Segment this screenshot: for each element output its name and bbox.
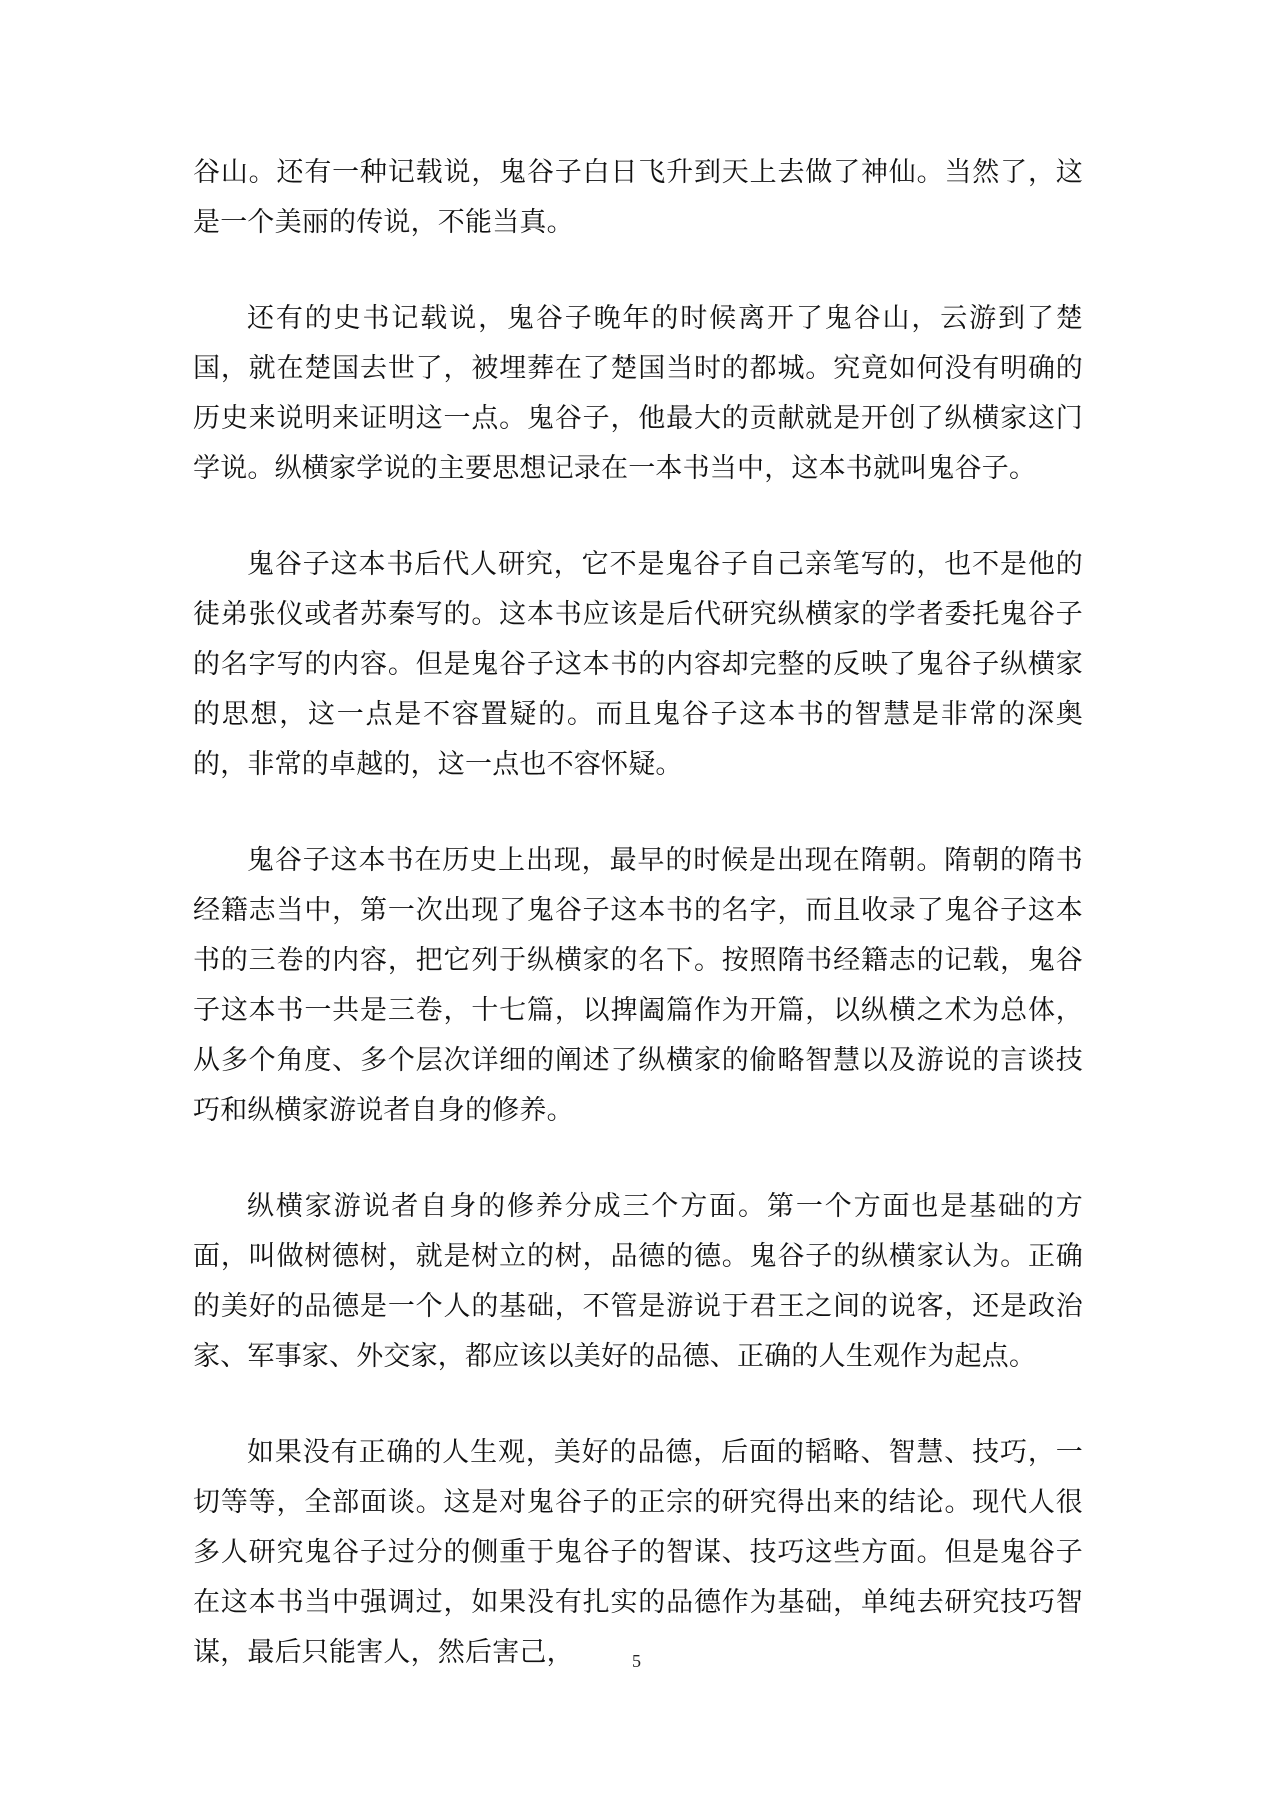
- paragraph-6: 如果没有正确的人生观，美好的品德，后面的韬略、智慧、技巧，一切等等，全部面谈。这是对鬼谷子的正宗的研究得出来的结论。现代人很多人研究鬼谷子过分的侧重于鬼谷子的智谋、技巧这些方面。但是鬼谷子在这本书当中强调过，如果没有扎实的品德作为基础，单纯去研究技巧智谋，最后只能害人，然后害己，: [193, 1437, 1083, 1668]
- paragraph-2: 还有的史书记载说，鬼谷子晚年的时候离开了鬼谷山，云游到了楚国，就在楚国去世了，被埋葬在了楚国当时的都城。究竟如何没有明确的历史来说明来证明这一点。鬼谷子，他最大的贡献就是开创了纵横家这门学说。纵横家学说的主要思想记录在一本书当中，这本书就叫鬼谷子。: [193, 303, 1083, 484]
- paragraph-3: 鬼谷子这本书后代人研究，它不是鬼谷子自己亲笔写的，也不是他的徒弟张仪或者苏秦写的。这本书应该是后代研究纵横家的学者委托鬼谷子的名字写的内容。但是鬼谷子这本书的内容却完整的反映了鬼谷子纵横家的思想，这一点是不容置疑的。而且鬼谷子这本书的智慧是非常的深奥的，非常的卓越的，这一点也不容怀疑。: [193, 549, 1083, 780]
- page-number: 5: [632, 1651, 641, 1671]
- paragraph-5: 纵横家游说者自身的修养分成三个方面。第一个方面也是基础的方面，叫做树德树，就是树立的树，品德的德。鬼谷子的纵横家认为。正确的美好的品德是一个人的基础，不管是游说于君王之间的说客，还是政治家、军事家、外交家，都应该以美好的品德、正确的人生观作为起点。: [193, 1191, 1083, 1372]
- paragraph-4: 鬼谷子这本书在历史上出现，最早的时候是出现在隋朝。隋朝的隋书经籍志当中，第一次出现了鬼谷子这本书的名字，而且收录了鬼谷子这本书的三卷的内容，把它列于纵横家的名下。按照隋书经籍志的记载，鬼谷子这本书一共是三卷，十七篇，以捭阖篇作为开篇，以纵横之术为总体，从多个角度、多个层次详细的阐述了纵横家的偷略智慧以及游说的言谈技巧和纵横家游说者自身的修养。: [193, 845, 1083, 1126]
- paragraph-1: 谷山。还有一种记载说，鬼谷子白日飞升到天上去做了神仙。当然了，这是一个美丽的传说，不能当真。: [193, 157, 1083, 238]
- document-body: [193, 148, 1083, 1724]
